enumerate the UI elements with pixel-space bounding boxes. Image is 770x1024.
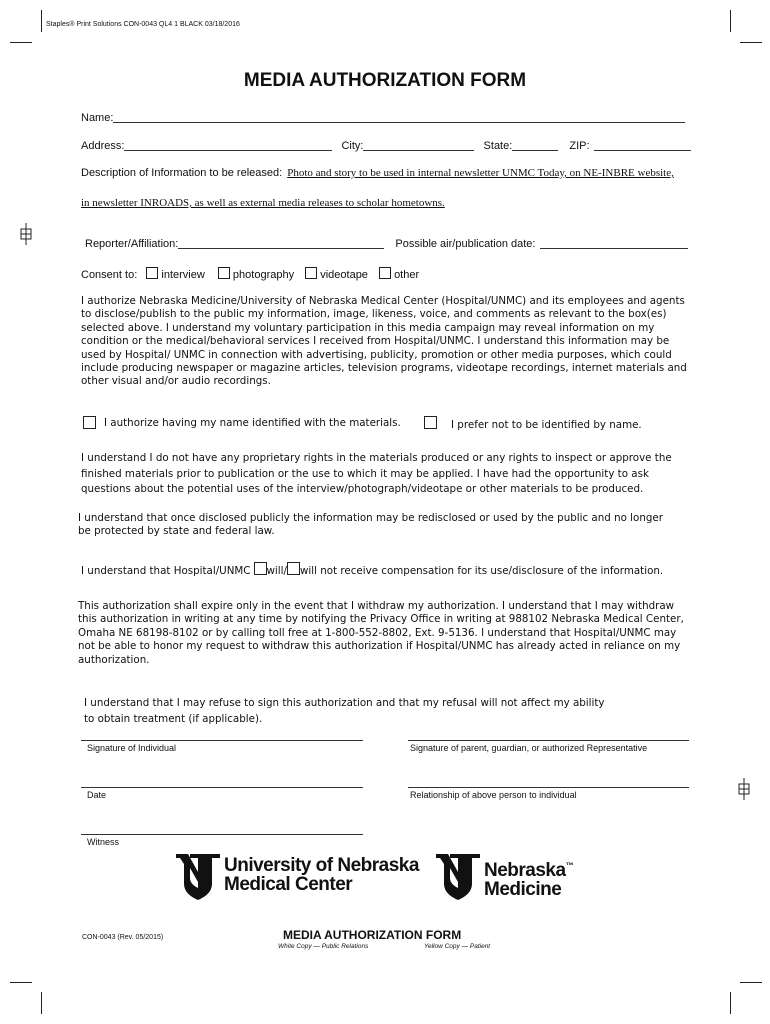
checkbox[interactable] <box>218 267 230 279</box>
state-label: State: <box>483 140 513 152</box>
authorization-paragraph: I authorize Nebraska Medicine/University of Nebraska Medical Center (Hospital/UNMC) and its employees and agents to disclose/publish to the public my information, image, likeness, voice, and comments as relevant to the box(es) selected above. I understand my voluntary participation in this media campaign may reveal information on my condition or the medical/behavioral services I received from Hospital/UNMC. I understand this information may be used by Hospital/ UNMC in connection with advertising, publicity, promotion or other media purposes, which could include producing newspaper or magazine articles, television programs, videotape recordings, internet materials and other visual and/or audio recordings. <box>81 295 687 388</box>
refusal-paragraph: I understand that I may refuse to sign this authorization and that my refusal will not affect my ability to obtain treatment (if applicable). <box>84 697 605 725</box>
crop-mark <box>740 42 762 43</box>
witness-line[interactable] <box>81 834 363 835</box>
unmc-logo-text <box>224 856 419 894</box>
relationship-line[interactable] <box>408 787 689 788</box>
crop-mark <box>730 992 731 1014</box>
compensation-row <box>81 562 663 578</box>
nm-line1: Nebraska <box>484 860 566 881</box>
reporter-field[interactable] <box>178 238 384 249</box>
nebraska-medicine-shield-icon <box>436 854 480 900</box>
identify-no-checkbox[interactable] <box>424 416 437 429</box>
state-field[interactable] <box>512 140 558 151</box>
reporter-label: Reporter/Affiliation: <box>85 238 179 250</box>
crop-mark <box>10 42 32 43</box>
unmc-shield-icon <box>176 854 220 900</box>
address-row <box>81 140 691 152</box>
compensation-will-checkbox[interactable] <box>254 562 267 575</box>
crop-mark <box>10 982 32 983</box>
crop-mark <box>41 10 42 32</box>
unmc-line2: Medical Center <box>224 874 353 895</box>
unmc-line1: University of Nebraska <box>224 855 419 876</box>
white-copy-note: White Copy — Public Relations <box>278 943 369 950</box>
consent-option-videotape[interactable]: videotape <box>305 269 368 281</box>
expiration-paragraph: This authorization shall expire only in the event that I withdraw my authorization. I understand that I may withdraw this authorization in writing at any time by notifying the Privacy Office in writing at 988102 Nebraska Medical Center, Omaha NE 68198-8102 or by calling toll free at 1-800-552-8802, Ext. 9-5136. I understand that Hospital/UNMC may not be able to honor my request to withdraw this authorization if Hospital/UNMC has already acted in reliance on my authorization. <box>78 600 684 666</box>
registration-mark-icon <box>18 223 34 245</box>
zip-label: ZIP: <box>569 140 590 152</box>
air-date-field[interactable] <box>540 238 688 249</box>
consent-option-photography[interactable]: photography <box>218 269 294 281</box>
footer-title: MEDIA AUTHORIZATION FORM <box>283 928 462 942</box>
name-label: Name: <box>81 112 114 124</box>
city-field[interactable] <box>363 140 474 151</box>
date-line[interactable] <box>81 787 363 788</box>
crop-mark <box>740 982 762 983</box>
date-label: Date <box>87 790 107 800</box>
city-label: City: <box>341 140 364 152</box>
signature-individual-label: Signature of Individual <box>87 743 177 753</box>
air-date-label: Possible air/publication date: <box>395 238 536 250</box>
consent-label: Consent to: <box>81 269 138 281</box>
disclosure-paragraph: I understand that once disclosed publicly the information may be redisclosed or used by the public and no longer be protected by state and federal law. <box>78 512 663 538</box>
relationship-label: Relationship of above person to individual <box>410 790 577 800</box>
consent-row <box>81 267 419 281</box>
name-field[interactable] <box>81 112 685 124</box>
signature-representative-label: Signature of parent, guardian, or authorized Representative <box>410 743 648 753</box>
nm-trademark: ™ <box>565 861 574 870</box>
identify-yes-checkbox[interactable] <box>83 416 96 429</box>
checkbox[interactable] <box>379 267 391 279</box>
compensation-will: will/ <box>266 565 287 577</box>
description-row <box>81 167 674 179</box>
nebraska-medicine-logo-text <box>484 856 573 899</box>
crop-mark <box>730 10 731 32</box>
compensation-will-not-checkbox[interactable] <box>287 562 300 575</box>
checkbox[interactable] <box>305 267 317 279</box>
description-value[interactable]: Photo and story to be used in internal newsletter UNMC Today, on NE-INBRE website, <box>287 167 674 179</box>
address-field[interactable] <box>124 140 332 151</box>
address-label: Address: <box>81 140 125 152</box>
identify-yes-label: I authorize having my name identified with the materials. <box>104 417 401 429</box>
witness-label: Witness <box>87 837 120 847</box>
zip-field[interactable] <box>594 140 691 151</box>
crop-mark <box>41 992 42 1014</box>
print-info: Staples® Print Solutions CON-0043 QL4 1 BLACK 03/18/2016 <box>46 21 240 28</box>
registration-mark-icon <box>736 778 752 800</box>
identify-no-label: I prefer not to be identified by name. <box>451 419 642 431</box>
signature-individual-line[interactable] <box>81 740 363 741</box>
form-number: CON-0043 (Rev. 05/2015) <box>82 934 164 941</box>
checkbox[interactable] <box>146 267 158 279</box>
compensation-suffix: will not receive compensation for its use/disclosure of the information. <box>299 565 664 577</box>
signature-representative-line[interactable] <box>408 740 689 741</box>
yellow-copy-note: Yellow Copy — Patient <box>424 943 491 950</box>
description-label: Description of Information to be released: <box>81 167 283 179</box>
rights-paragraph: I understand I do not have any proprietary rights in the materials produced or any rights to inspect or approve the finished materials prior to publication or the use to which it may be applied. I have had the opportunity to ask questions about the potential uses of the interview/photograph/videotape or other materials to be produced. <box>81 452 672 495</box>
consent-option-other[interactable]: other <box>379 269 419 281</box>
reporter-row <box>85 238 688 250</box>
nm-line2: Medicine <box>484 879 562 900</box>
page-title: MEDIA AUTHORIZATION FORM <box>243 70 527 91</box>
compensation-prefix: I understand that Hospital/UNMC <box>81 565 251 577</box>
description-value-continued[interactable]: in newsletter INROADS, as well as external media releases to scholar hometowns. <box>81 197 445 209</box>
consent-option-interview[interactable]: interview <box>146 269 204 281</box>
